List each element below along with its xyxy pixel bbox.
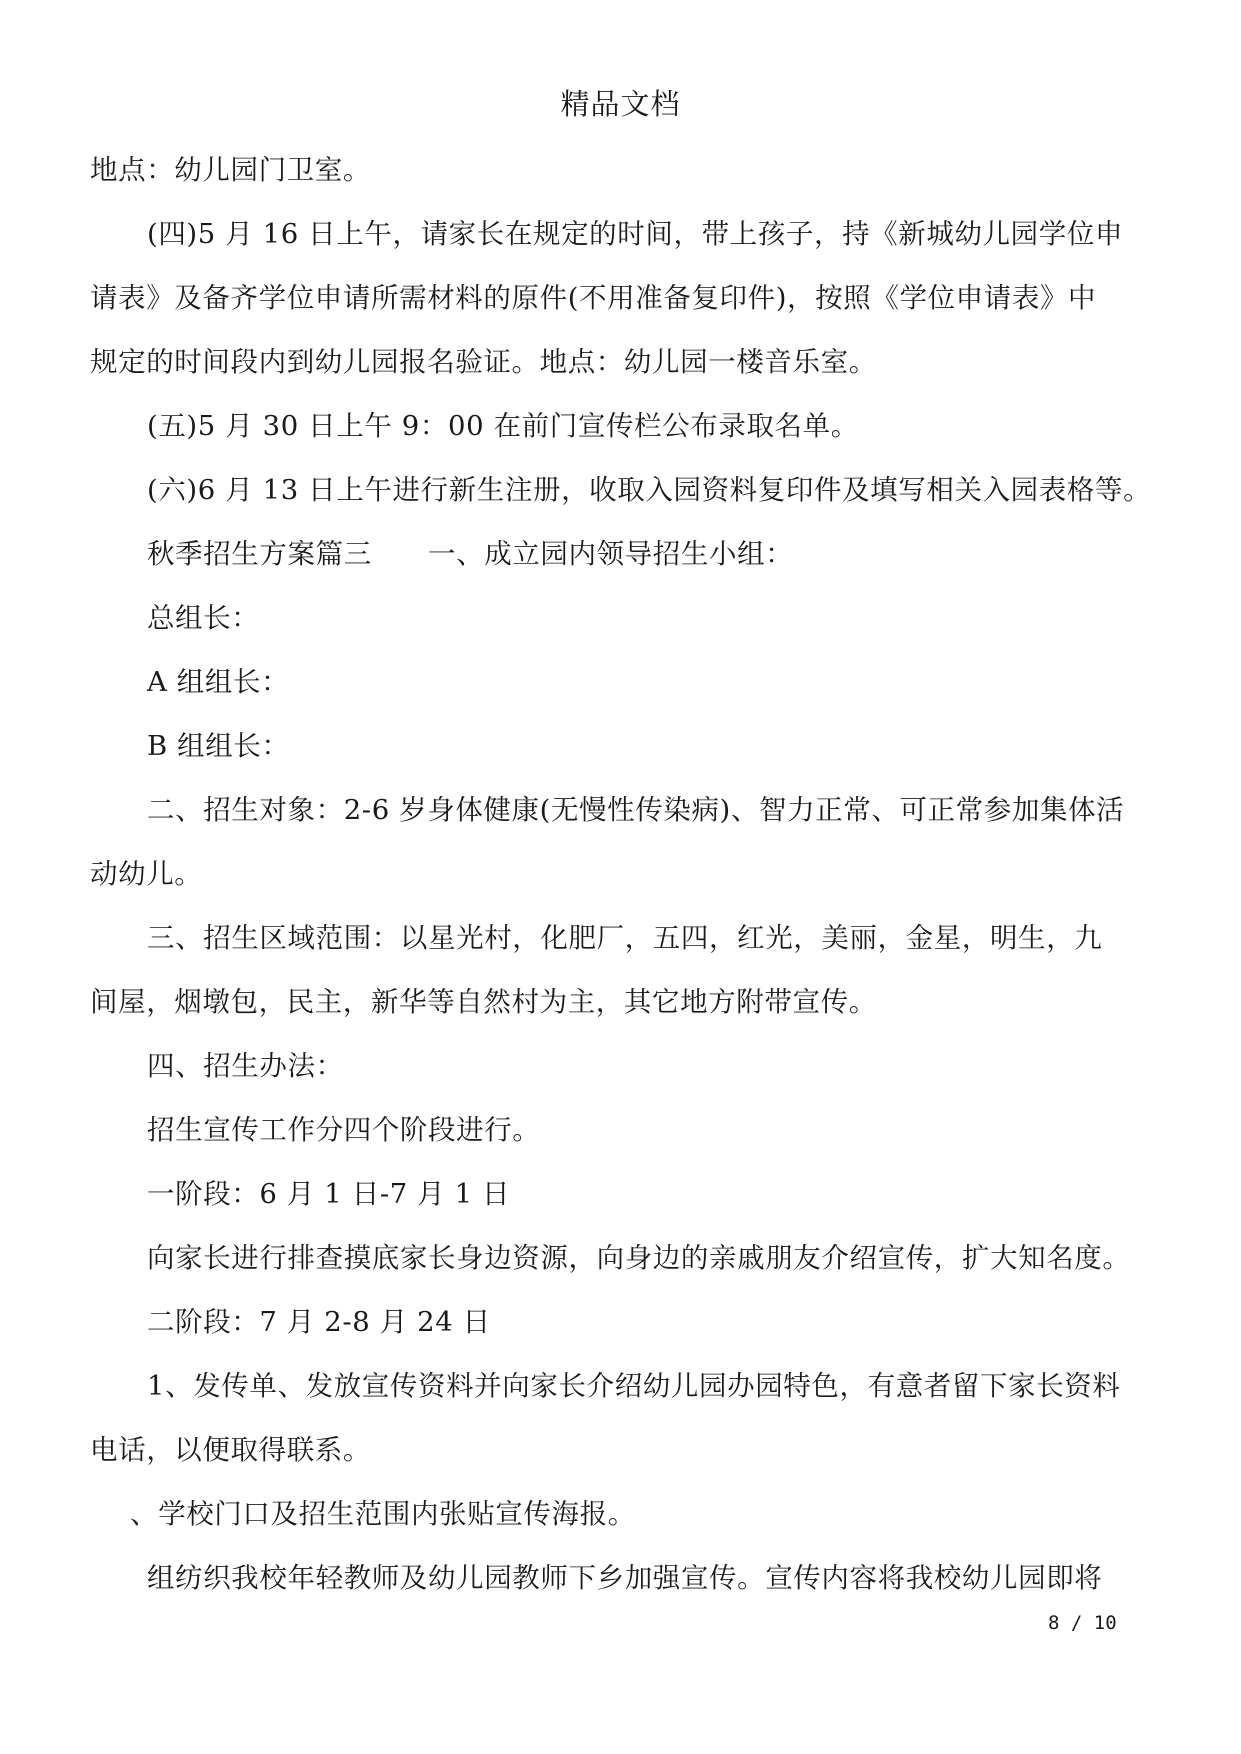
page-header-title: 精品文档 [560,87,681,121]
text-line: B 组组长： [147,730,290,762]
text-line: (五)5 月 30 日上午 9：00 在前门宣传栏公布录取名单。 [147,410,859,442]
text-line: 动幼儿。 [90,858,203,890]
text-line: (四)5 月 16 日上午，请家长在规定的时间，带上孩子，持《新城幼儿园学位申 [147,218,1124,250]
text-line: 地点：幼儿园门卫室。 [90,154,371,186]
text-line: 招生宣传工作分四个阶段进行。 [147,1114,541,1146]
document-body [90,138,1153,1610]
text-line: 向家长进行排查摸底家长身边资源，向身边的亲戚朋友介绍宣传，扩大知名度。 [147,1242,1131,1274]
text-line: (六)6 月 13 日上午进行新生注册，收取入园资料复印件及填写相关入园表格等。 [147,474,1152,506]
text-line: 组纺织我校年轻教师及幼儿园教师下乡加强宣传。宣传内容将我校幼儿园即将 [147,1562,1103,1594]
text-line: A 组组长： [147,666,290,698]
text-line: 1、发传单、发放宣传资料并向家长介绍幼儿园办园特色，有意者留下家长资料 [147,1370,1121,1402]
text-line: 总组长： [147,602,260,634]
text-line: 一阶段：6 月 1 日-7 月 1 日 [147,1178,511,1210]
text-line: 电话，以便取得联系。 [90,1434,371,1466]
text-line: 三、招生区域范围：以星光村，化肥厂，五四，红光，美丽，金星，明生，九 [147,922,1103,954]
text-line: 间屋，烟墩包，民主，新华等自然村为主，其它地方附带宣传。 [90,986,877,1018]
section-heading: 秋季招生方案篇三 一、成立园内领导招生小组： [147,538,794,570]
text-line: 四、招生办法： [147,1050,344,1082]
text-line: 请表》及备齐学位申请所需材料的原件(不用准备复印件)，按照《学位申请表》中 [90,282,1097,314]
page-number: 8 / 10 [1048,1612,1117,1634]
text-line: 规定的时间段内到幼儿园报名验证。地点：幼儿园一楼音乐室。 [90,346,877,378]
text-line: 、学校门口及招生范围内张贴宣传海报。 [130,1498,636,1530]
text-line: 二阶段：7 月 2-8 月 24 日 [147,1306,491,1338]
text-line: 二、招生对象：2-6 岁身体健康(无慢性传染病)、智力正常、可正常参加集体活 [147,794,1125,826]
